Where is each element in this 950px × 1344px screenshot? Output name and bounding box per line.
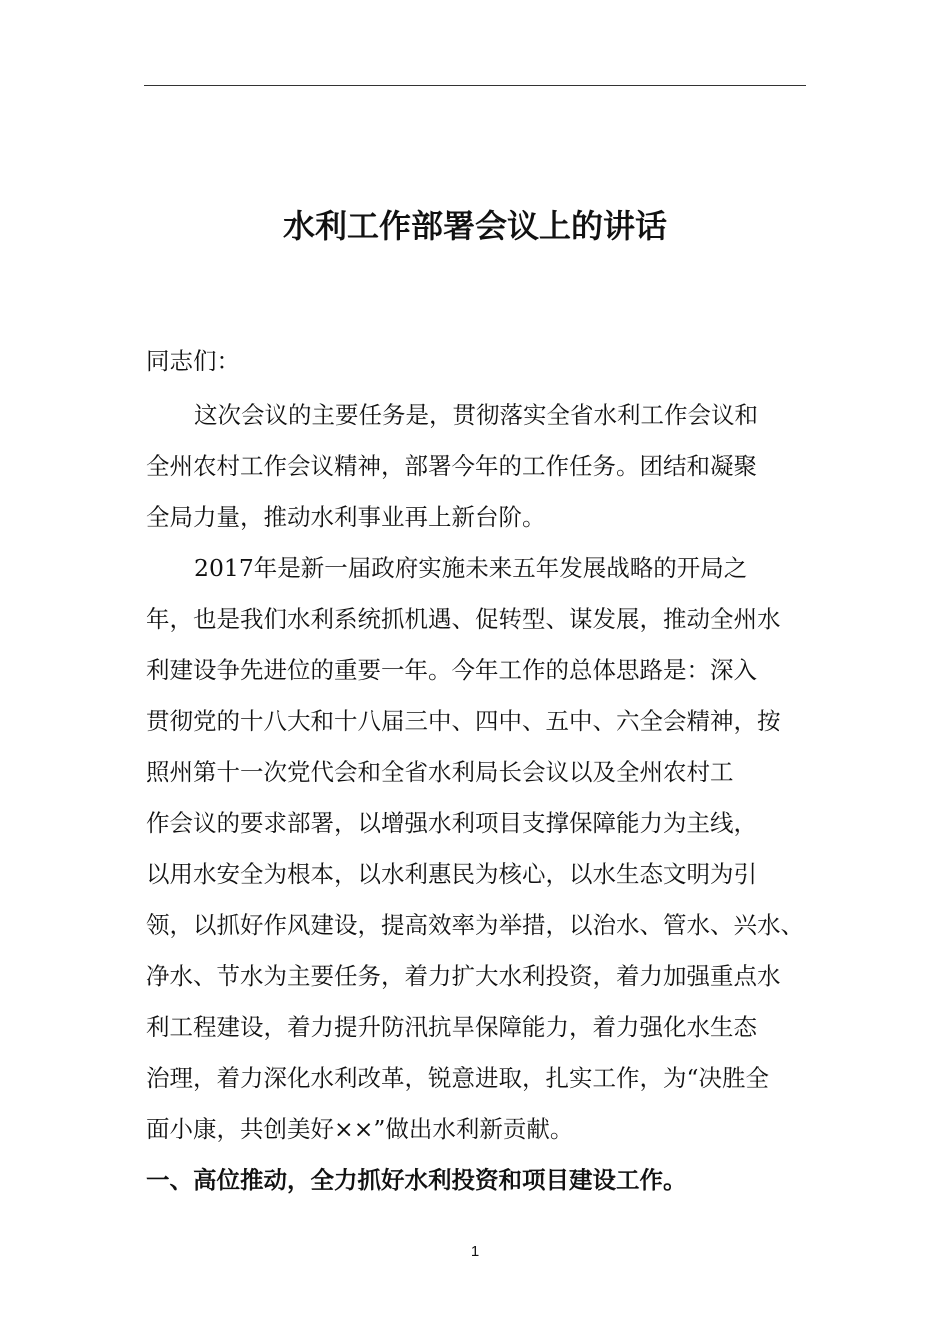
paragraph-2-line: 贯彻党的十八大和十八届三中、四中、五中、六全会精神，按 [146, 707, 781, 735]
paragraph-2 [146, 543, 808, 1155]
header-rule [144, 85, 806, 86]
paragraph-1-line: 全局力量，推动水利事业再上新台阶。 [146, 503, 546, 531]
paragraph-2-line: 净水、节水为主要任务，着力扩大水利投资，着力加强重点水 [146, 962, 781, 990]
section-heading: 一、高位推动，全力抓好水利投资和项目建设工作。 [146, 1166, 687, 1194]
paragraph-2-line: 面小康，共创美好××”做出水利新贡献。 [146, 1115, 574, 1143]
paragraph-1-line: 这次会议的主要任务是，贯彻落实全省水利工作会议和 [194, 401, 758, 429]
paragraph-2-line: 治理，着力深化水利改革，锐意进取，扎实工作，为“决胜全 [146, 1064, 770, 1092]
document-title: 水利工作部署会议上的讲话 [282, 207, 667, 245]
paragraph-2-line: 利建设争先进位的重要一年。今年工作的总体思路是：深入 [146, 656, 757, 684]
salutation: 同志们： [146, 347, 240, 375]
paragraph-2-line: 照州第十一次党代会和全省水利局长会议以及全州农村工 [146, 758, 734, 786]
paragraph-2-line: 利工程建设，着力提升防汛抗旱保障能力，着力强化水生态 [146, 1013, 757, 1041]
paragraph-2-line: 作会议的要求部署，以增强水利项目支撑保障能力为主线， [146, 809, 757, 837]
paragraph-2-line: 领，以抓好作风建设，提高效率为举措，以治水、管水、兴水、 [146, 911, 804, 939]
paragraph-1-line: 全州农村工作会议精神，部署今年的工作任务。团结和凝聚 [146, 452, 757, 480]
document-body [146, 340, 808, 1206]
paragraph-2-line: 年，也是我们水利系统抓机遇、促转型、谋发展，推动全州水 [146, 605, 781, 633]
paragraph-1 [146, 390, 808, 543]
page-number: 1 [470, 1243, 480, 1260]
paragraph-2-line: 2017年是新一届政府实施未来五年发展战略的开局之 [194, 554, 748, 582]
paragraph-2-line: 以用水安全为根本，以水利惠民为核心，以水生态文明为引 [146, 860, 757, 888]
